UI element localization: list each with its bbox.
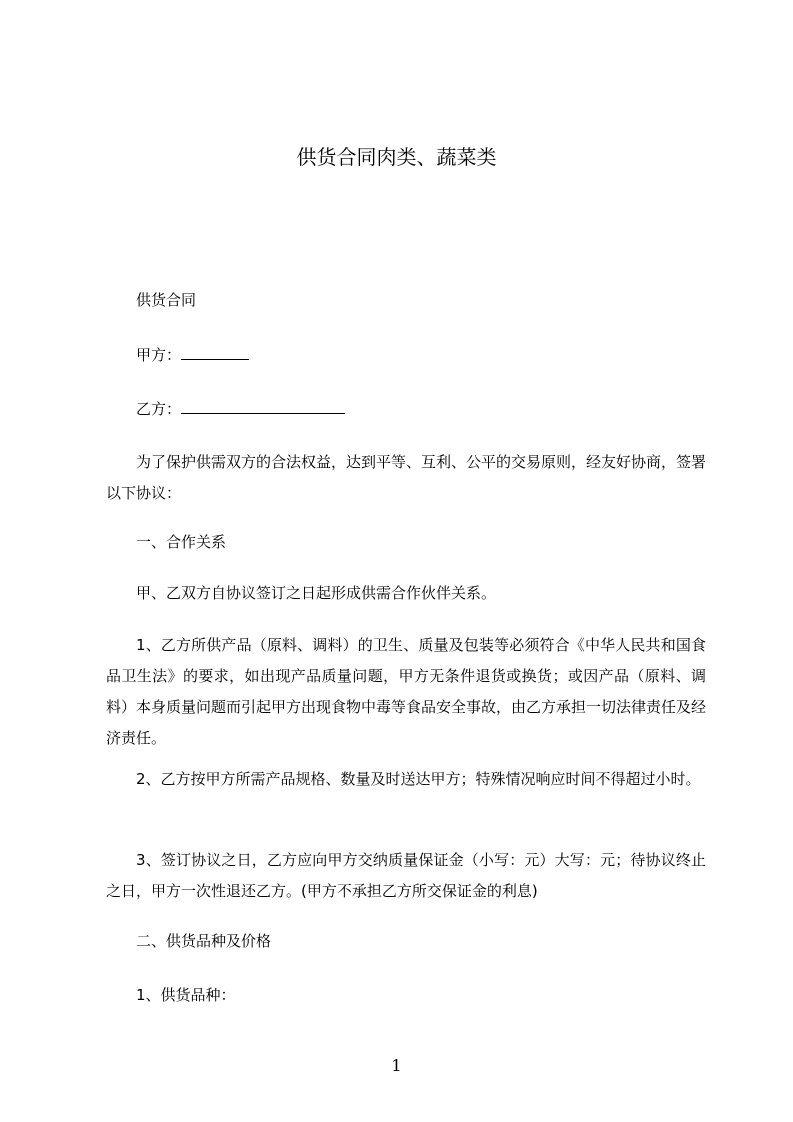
party-b-line <box>136 397 345 421</box>
party-b-label: 乙方： <box>136 400 182 418</box>
section2-item1: 1、供货品种： <box>136 986 236 1004</box>
contract-heading: 供货合同 <box>136 291 197 309</box>
section1-text: 甲、乙双方自协议签订之日起形成供需合作伙伴关系。 <box>136 584 497 602</box>
clause-1: 1、乙方所供产品（原料、调料）的卫生、质量及包装等必须符合《中华人民共和国食品卫生法》的要求，如出现产品质量问题，甲方无条件退货或换货；或因产品（原料、调料）本身质量问题而引起甲方出现食物中毒等食品安全事故，由乙方承担一切法律责任及经济责任。 <box>106 636 707 747</box>
party-a-blank <box>181 345 249 360</box>
clause-3: 3、签订协议之日，乙方应向甲方交纳质量保证金（小写：元）大写：元；待协议终止之日，甲方一次性退还乙方。(甲方不承担乙方所交保证金的利息) <box>106 851 706 900</box>
intro-paragraph: 为了保护供需双方的合法权益，达到平等、互利、公平的交易原则，经友好协商，签署以下协议： <box>106 453 707 502</box>
section2-title: 二、供货品种及价格 <box>136 932 272 950</box>
party-a-line <box>136 343 249 367</box>
party-a-label: 甲方： <box>136 346 182 364</box>
document-title: 供货合同肉类、蔬菜类 <box>296 145 497 169</box>
party-b-blank <box>181 399 345 414</box>
section1-title: 一、合作关系 <box>136 533 227 551</box>
page-number: 1 <box>391 1056 402 1075</box>
clause-2: 2、乙方按甲方所需产品规格、数量及时送达甲方；特殊情况响应时间不得超过小时。 <box>136 770 701 788</box>
